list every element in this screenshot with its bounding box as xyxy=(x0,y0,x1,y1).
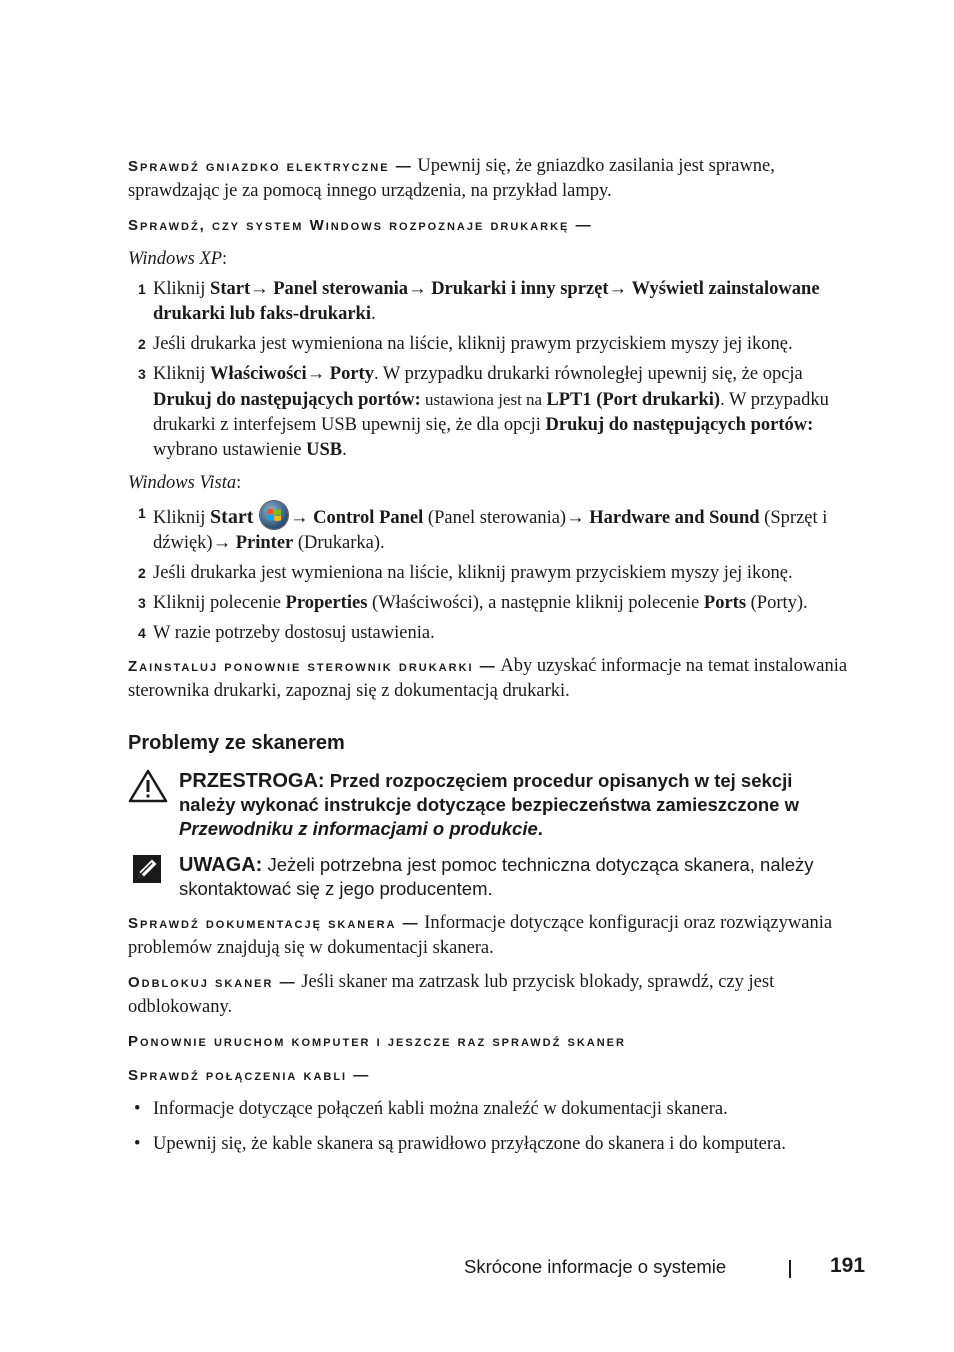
text: (Drukarka). xyxy=(293,533,385,553)
para-reinstall-driver xyxy=(128,654,854,704)
text: . W przypadku drukarki równoległej upewnij się, że opcja xyxy=(373,364,803,384)
arrow: → xyxy=(608,279,632,299)
step-number: 4 xyxy=(138,625,146,641)
menu-path: Porty xyxy=(329,364,374,384)
bullet-icon: • xyxy=(134,1134,141,1154)
topic-heading: Odblokuj skaner — xyxy=(128,974,297,991)
menu-path: Drukarki i inny sprzęt xyxy=(431,279,609,299)
option-value: LPT1 (Port drukarki) xyxy=(546,390,721,410)
text: (Porty). xyxy=(746,593,808,613)
topic-heading: Zainstaluj ponownie sterownik drukarki — xyxy=(128,658,497,675)
para-windows-recognizes xyxy=(128,213,854,238)
option-name: Drukuj do następujących portów: xyxy=(153,390,421,410)
para-restart xyxy=(128,1029,854,1054)
list-item xyxy=(128,561,854,586)
cable-bullets xyxy=(128,1097,854,1157)
menu-path: Panel sterowania xyxy=(273,279,409,299)
list-item xyxy=(128,501,854,556)
para-text: Aby uzyskać informacje na temat instalowania sterownika drukarki, zapoznaj się z dokumentacją drukarki. xyxy=(128,656,848,701)
menu-path: Wyświetl zainstalowane drukarki lub faks-drukarki xyxy=(153,279,820,324)
step-number: 3 xyxy=(138,595,146,611)
option-name: Drukuj do następujących portów: xyxy=(545,415,814,435)
os-label-vista: Windows Vista: xyxy=(128,473,242,493)
vista-steps xyxy=(128,501,854,646)
arrow: → xyxy=(250,279,274,299)
xp-steps xyxy=(128,277,854,463)
text: (Sprzęt i dźwięk) xyxy=(153,508,828,553)
caution-label: PRZESTROGA: xyxy=(179,770,325,792)
warning-triangle-icon xyxy=(128,769,168,809)
text: . W przypadku drukarki z interfejsem USB upewnij się, że dla opcji xyxy=(153,390,829,435)
caution-notice xyxy=(128,769,854,841)
page-content xyxy=(128,154,854,1167)
arrow: → xyxy=(290,508,314,528)
note-text: Jeżeli potrzebna jest pomoc techniczna dotycząca skanera, należy skontaktować się z jego producentem. xyxy=(179,854,814,899)
bullet-icon: • xyxy=(134,1099,141,1119)
page-footer xyxy=(464,1254,866,1278)
menu-path: Printer xyxy=(235,533,294,553)
bullet-text: Informacje dotyczące połączeń kabli można znaleźć w dokumentacji skanera. xyxy=(153,1099,728,1119)
topic-heading: Ponownie uruchom komputer i jeszcze raz sprawdź skaner xyxy=(128,1033,626,1050)
list-item xyxy=(128,1132,854,1157)
caution-doc-title: Przewodniku z informacjami o produkcie xyxy=(179,818,538,839)
os-label-xp: Windows XP: xyxy=(128,249,228,269)
menu-path: Start xyxy=(210,506,254,528)
menu-path: Ports xyxy=(703,593,747,613)
menu-path: Properties xyxy=(285,593,368,613)
os-name: Windows Vista xyxy=(128,473,237,493)
text: Kliknij xyxy=(153,508,211,528)
text: Kliknij xyxy=(153,279,211,299)
menu-path: Control Panel xyxy=(313,508,424,528)
section-title: Problemy ze skanerem xyxy=(128,732,345,754)
note-label: UWAGA: xyxy=(179,854,263,876)
text: wybrano ustawienie xyxy=(153,440,307,460)
arrow: → xyxy=(306,364,330,384)
topic-heading: Sprawdź gniazdko elektryczne — xyxy=(128,158,413,175)
arrow: → xyxy=(212,533,236,553)
option-value: USB xyxy=(306,440,343,460)
list-item xyxy=(128,591,854,616)
arrow: → xyxy=(408,279,432,299)
list-item xyxy=(128,332,854,357)
list-item xyxy=(128,1097,854,1122)
para-text: Upewnij się, że gniazdko zasilania jest sprawne, sprawdzając je za pomocą innego urządzenia, na przykład lampy. xyxy=(128,156,775,201)
text: (Właściwości), a następnie kliknij polecenie xyxy=(367,593,704,613)
text: . xyxy=(370,304,376,324)
para-check-cables xyxy=(128,1063,854,1088)
windows-start-orb-icon xyxy=(260,501,288,529)
list-item xyxy=(128,277,854,327)
note-pencil-icon xyxy=(132,854,162,890)
text: (Panel sterowania) xyxy=(423,508,567,528)
topic-heading: Sprawdź dokumentację skanera — xyxy=(128,915,420,932)
footer-section-title: Skrócone informacje o systemie xyxy=(464,1256,727,1277)
topic-heading: Sprawdź połączenia kabli — xyxy=(128,1067,371,1084)
footer-divider xyxy=(789,1260,791,1278)
os-name: Windows XP xyxy=(128,249,223,269)
text: Jeśli drukarka jest wymieniona na liście, kliknij prawym przyciskiem myszy jej ikonę. xyxy=(153,563,793,583)
para-text: Jeśli skaner ma zatrzask lub przycisk blokady, sprawdź, czy jest odblokowany. xyxy=(128,972,775,1017)
step-number: 1 xyxy=(138,505,146,521)
caution-text: Przed rozpoczęciem procedur opisanych w tej sekcji należy wykonać instrukcje dotyczące bezpieczeństwa zamieszczone w xyxy=(179,770,799,815)
arrow: → xyxy=(566,508,590,528)
topic-heading: Sprawdź, czy system Windows rozpoznaje drukarkę — xyxy=(128,217,593,234)
bullet-text: Upewnij się, że kable skanera są prawidłowo przyłączone do skanera i do komputera. xyxy=(153,1134,786,1154)
para-check-docs xyxy=(128,911,854,961)
list-item xyxy=(128,621,854,646)
step-number: 3 xyxy=(138,366,146,382)
caution-end: . xyxy=(537,818,543,839)
step-number: 2 xyxy=(138,336,146,352)
page-number: 191 xyxy=(830,1254,866,1277)
para-check-outlet xyxy=(128,154,854,204)
text: Kliknij polecenie xyxy=(153,593,286,613)
text: Jeśli drukarka jest wymieniona na liście, kliknij prawym przyciskiem myszy jej ikonę. xyxy=(153,334,793,354)
text: Kliknij xyxy=(153,364,211,384)
text: ustawiona jest na xyxy=(420,390,547,409)
text: . xyxy=(342,440,347,460)
step-number: 1 xyxy=(138,281,146,297)
menu-path: Hardware and Sound xyxy=(589,508,760,528)
para-text: Informacje dotyczące konfiguracji oraz rozwiązywania problemów znajdują się w dokumentacji skanera. xyxy=(128,913,833,958)
para-unlock-scanner xyxy=(128,970,854,1020)
text: W razie potrzeby dostosuj ustawienia. xyxy=(153,623,435,643)
note-notice xyxy=(128,853,854,901)
menu-path: Start xyxy=(210,279,251,299)
menu-path: Właściwości xyxy=(210,364,307,384)
step-number: 2 xyxy=(138,565,146,581)
list-item xyxy=(128,362,854,463)
